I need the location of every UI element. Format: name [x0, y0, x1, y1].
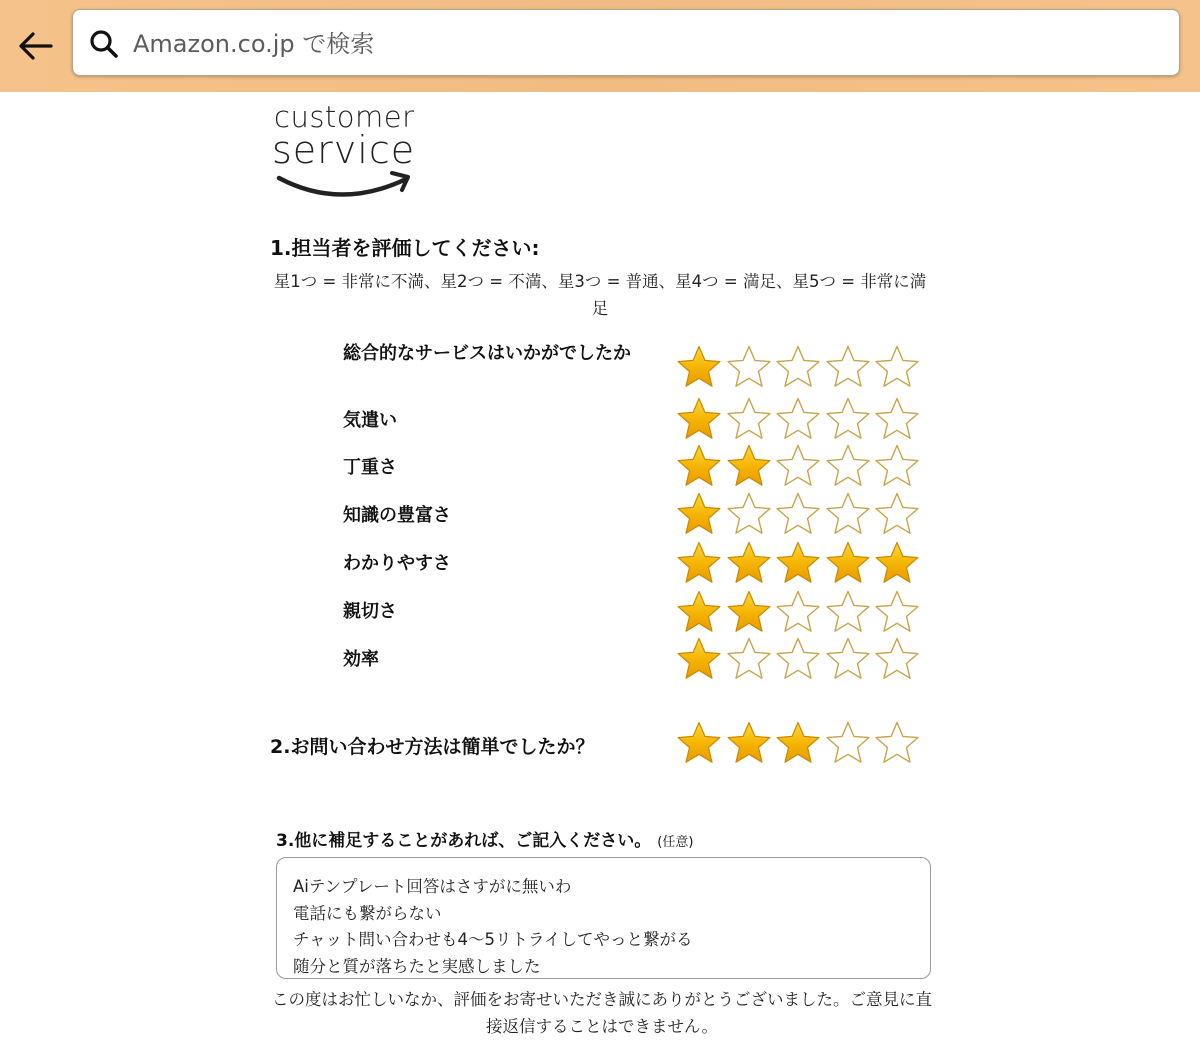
star-empty-icon[interactable] — [825, 720, 871, 766]
search-box[interactable] — [72, 9, 1180, 76]
star-empty-icon[interactable] — [825, 636, 871, 682]
star-filled-icon[interactable] — [676, 636, 722, 682]
star-filled-icon[interactable] — [726, 443, 772, 489]
star-empty-icon[interactable] — [726, 396, 772, 442]
star-filled-icon[interactable] — [874, 540, 920, 586]
star-filled-icon[interactable] — [676, 396, 722, 442]
star-empty-icon[interactable] — [775, 589, 821, 635]
star-empty-icon[interactable] — [775, 396, 821, 442]
star-empty-icon[interactable] — [825, 344, 871, 390]
top-bar — [0, 0, 1200, 92]
rating-label: 総合的なサービスはいかがでしたか — [343, 343, 631, 364]
question-1-title: 1.担当者を評価してください: — [270, 236, 540, 260]
rating-label: 親切さ — [343, 601, 397, 622]
star-filled-icon[interactable] — [676, 491, 722, 537]
star-empty-icon[interactable] — [874, 396, 920, 442]
comment-line: 随分と質が落ちたと実感しました — [293, 957, 541, 977]
star-filled-icon[interactable] — [825, 540, 871, 586]
star-rating[interactable] — [676, 589, 922, 635]
question-2-title: 2.お問い合わせ方法は簡単でしたか？ — [270, 736, 595, 758]
star-rating[interactable] — [676, 540, 922, 586]
star-rating[interactable] — [676, 344, 922, 390]
comment-textarea[interactable] — [276, 857, 931, 979]
star-empty-icon[interactable] — [874, 443, 920, 489]
star-rating[interactable] — [676, 491, 922, 537]
search-icon — [89, 29, 119, 59]
arrow-left-icon — [18, 31, 54, 61]
question-3-label: 3.他に補足することがあれば、ご記入ください。 — [276, 831, 652, 851]
star-filled-icon[interactable] — [726, 540, 772, 586]
star-empty-icon[interactable] — [874, 589, 920, 635]
rating-label: 知識の豊富さ — [343, 505, 451, 526]
star-empty-icon[interactable] — [726, 636, 772, 682]
optional-label: (任意) — [657, 835, 694, 850]
star-empty-icon[interactable] — [775, 491, 821, 537]
rating-label: わかりやすさ — [343, 553, 451, 574]
star-empty-icon[interactable] — [775, 443, 821, 489]
star-empty-icon[interactable] — [825, 396, 871, 442]
star-empty-icon[interactable] — [825, 491, 871, 537]
star-empty-icon[interactable] — [874, 720, 920, 766]
star-filled-icon[interactable] — [676, 540, 722, 586]
star-filled-icon[interactable] — [676, 720, 722, 766]
question-3-title — [276, 826, 693, 851]
star-empty-icon[interactable] — [874, 344, 920, 390]
star-filled-icon[interactable] — [676, 443, 722, 489]
rating-label: 気遣い — [343, 410, 397, 431]
star-filled-icon[interactable] — [726, 589, 772, 635]
star-rating[interactable] — [676, 443, 922, 489]
comment-line: Aiテンプレート回答はさすがに無いわ — [293, 877, 572, 896]
star-filled-icon[interactable] — [775, 720, 821, 766]
back-button[interactable] — [14, 24, 58, 68]
amazon-smile-icon — [274, 168, 414, 206]
star-empty-icon[interactable] — [874, 491, 920, 537]
comment-line: 電話にも繋がらない — [293, 903, 442, 923]
rating-scale-legend: 星1つ = 非常に不満、星2つ = 不満、星3つ = 普通、星4つ = 満足、星5つ = 非常に満足 — [273, 272, 927, 318]
comment-line: チャット問い合わせも4〜5リトライしてやっと繋がる — [293, 930, 693, 950]
logo-text-service: service — [272, 128, 416, 172]
star-filled-icon[interactable] — [676, 344, 722, 390]
star-empty-icon[interactable] — [726, 491, 772, 537]
question-2-star-rating[interactable] — [676, 720, 922, 766]
star-empty-icon[interactable] — [726, 344, 772, 390]
star-empty-icon[interactable] — [874, 636, 920, 682]
thank-you-note: この度はお忙しいなか、評価をお寄せいただき誠にありがとうございました。ご意見に直接返信することはできません。 — [272, 990, 932, 1036]
logo-text-customer: customer — [274, 100, 415, 134]
star-filled-icon[interactable] — [676, 589, 722, 635]
star-filled-icon[interactable] — [726, 720, 772, 766]
rating-label: 効率 — [343, 649, 379, 670]
star-empty-icon[interactable] — [775, 344, 821, 390]
star-empty-icon[interactable] — [825, 589, 871, 635]
customer-service-logo — [272, 100, 422, 208]
star-empty-icon[interactable] — [825, 443, 871, 489]
star-rating[interactable] — [676, 636, 922, 682]
star-rating[interactable] — [676, 396, 922, 442]
star-empty-icon[interactable] — [775, 636, 821, 682]
star-filled-icon[interactable] — [775, 540, 821, 586]
rating-label: 丁重さ — [343, 457, 397, 478]
search-input[interactable] — [131, 22, 1165, 66]
